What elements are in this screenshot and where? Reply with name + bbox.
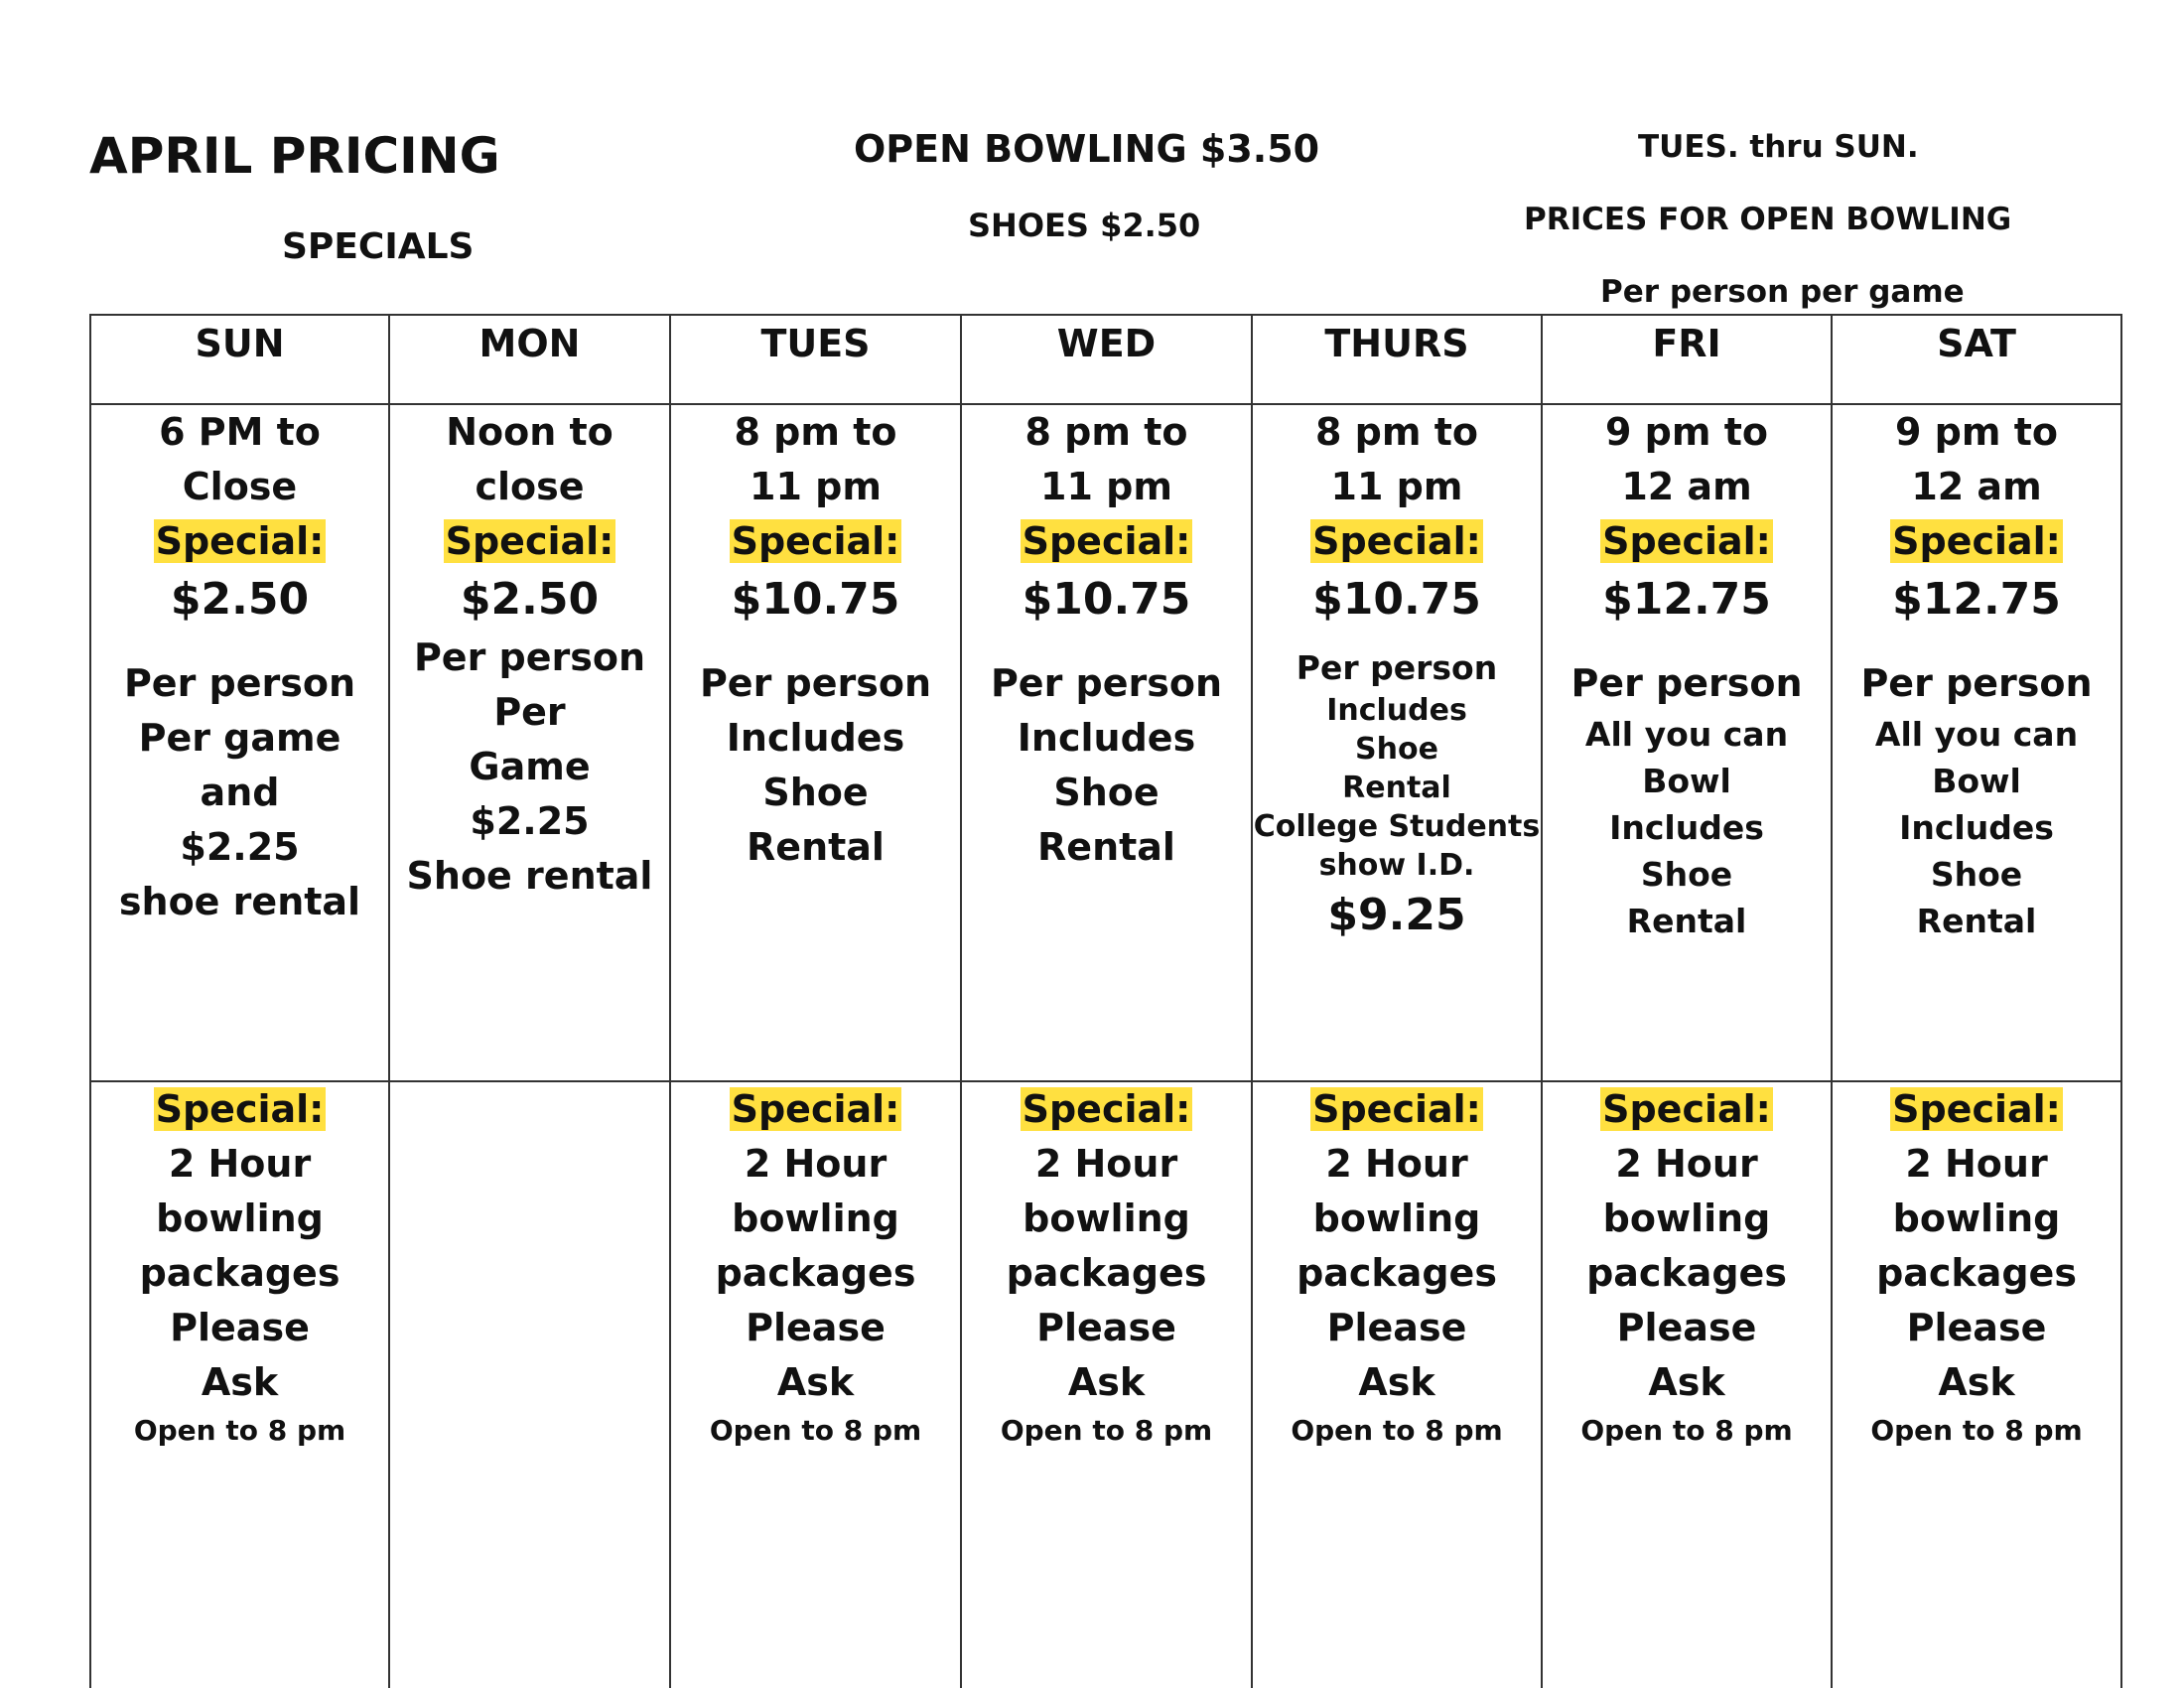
package-line: packages <box>1297 1251 1497 1295</box>
detail-line: Shoe <box>1640 855 1733 894</box>
special-price: $2.50 <box>460 574 600 625</box>
package-line: Please <box>1326 1306 1467 1349</box>
detail-line: Includes <box>1899 808 2054 847</box>
detail-line: Includes <box>1326 693 1467 728</box>
evening-cell-tues <box>670 404 961 1081</box>
evening-special-row <box>90 404 2121 1081</box>
time-start: 8 pm to <box>1024 410 1188 454</box>
specials-heading: SPECIALS <box>282 226 475 267</box>
package-line: Ask <box>201 1360 279 1404</box>
detail-line: Rental <box>1916 902 2037 940</box>
package-cell-sun <box>90 1081 389 1688</box>
detail-line: Game <box>469 745 591 788</box>
detail-line: $2.25 <box>470 799 590 843</box>
detail-line: Per game <box>138 716 341 760</box>
detail-line: Rental <box>1037 825 1175 869</box>
detail-line: Per person <box>1296 648 1498 687</box>
special-price: $12.75 <box>1602 574 1771 625</box>
evening-cell-thurs <box>1252 404 1542 1081</box>
special-label: Special: <box>731 519 900 563</box>
time-start: 9 pm to <box>1605 410 1768 454</box>
special-price: $10.75 <box>1312 574 1481 625</box>
package-line: Please <box>746 1306 886 1349</box>
special-price: $2.50 <box>170 574 310 625</box>
student-price: $9.25 <box>1327 890 1466 940</box>
detail-line: Rental <box>747 825 885 869</box>
detail-line: Bowl <box>1642 762 1731 800</box>
page-title: APRIL PRICING <box>89 127 500 185</box>
time-end: 11 pm <box>750 465 882 508</box>
package-cell-sat <box>1832 1081 2121 1688</box>
time-end: 11 pm <box>1330 465 1463 508</box>
package-hours: Open to 8 pm <box>1291 1414 1503 1447</box>
pricing-table <box>89 314 2122 1688</box>
special-label: Special: <box>1312 519 1481 563</box>
package-line: Ask <box>776 1360 855 1404</box>
detail-line: Includes <box>1017 716 1196 760</box>
evening-cell-fri <box>1542 404 1832 1081</box>
time-start: 6 PM to <box>159 410 321 454</box>
package-line: packages <box>1586 1251 1787 1295</box>
time-end: 12 am <box>1911 465 2042 508</box>
package-cell-tues <box>670 1081 961 1688</box>
package-line: Ask <box>1358 1360 1435 1404</box>
package-special-row <box>90 1081 2121 1688</box>
package-line: Please <box>1036 1306 1176 1349</box>
special-label: Special: <box>1602 519 1771 563</box>
special-price: $10.75 <box>731 574 900 625</box>
package-cell-mon <box>389 1081 670 1688</box>
package-line: packages <box>1876 1251 2077 1295</box>
day-header-sat: SAT <box>1832 315 2121 404</box>
package-hours: Open to 8 pm <box>709 1414 922 1447</box>
detail-line: Shoe <box>762 771 869 814</box>
package-line: Please <box>1616 1306 1757 1349</box>
day-header-row <box>90 315 2121 404</box>
package-hours: Open to 8 pm <box>133 1414 346 1447</box>
detail-line: Bowl <box>1932 762 2021 800</box>
evening-cell-sun <box>90 404 389 1081</box>
special-label: Special: <box>155 519 325 563</box>
package-line: bowling <box>1312 1196 1481 1240</box>
special-price: $12.75 <box>1892 574 2061 625</box>
day-header-tues: TUES <box>670 315 961 404</box>
package-hours: Open to 8 pm <box>1870 1414 2083 1447</box>
detail-line: College Students <box>1253 809 1541 844</box>
detail-line: All you can <box>1584 715 1789 754</box>
time-start: Noon to <box>446 410 614 454</box>
detail-line: Shoe <box>1930 855 2023 894</box>
time-end: 12 am <box>1621 465 1752 508</box>
time-end: close <box>475 465 585 508</box>
detail-line: Per person <box>1570 661 1803 705</box>
time-start: 8 pm to <box>734 410 897 454</box>
detail-line: Shoe rental <box>406 854 653 898</box>
package-cell-thurs <box>1252 1081 1542 1688</box>
package-line: packages <box>1006 1251 1207 1295</box>
package-hours: Open to 8 pm <box>1000 1414 1213 1447</box>
package-line: 2 Hour <box>744 1142 887 1186</box>
detail-line: Per person <box>413 635 646 679</box>
package-line: bowling <box>1892 1196 2061 1240</box>
detail-line: Per person <box>123 661 356 705</box>
detail-line: and <box>200 771 280 814</box>
time-end: 11 pm <box>1040 465 1172 508</box>
detail-line: Includes <box>726 716 905 760</box>
evening-cell-sat <box>1832 404 2121 1081</box>
special-label: Special: <box>1312 1087 1481 1131</box>
package-line: Ask <box>1938 1360 2015 1404</box>
special-label: Special: <box>731 1087 900 1131</box>
package-line: 2 Hour <box>1615 1142 1758 1186</box>
prices-open-bowling: PRICES FOR OPEN BOWLING <box>1524 202 2012 237</box>
day-header-wed: WED <box>961 315 1252 404</box>
special-label: Special: <box>1602 1087 1771 1131</box>
shoes-price: SHOES $2.50 <box>968 207 1201 244</box>
package-line: 2 Hour <box>168 1142 312 1186</box>
time-start: 8 pm to <box>1315 410 1478 454</box>
special-label: Special: <box>1892 519 2061 563</box>
package-line: 2 Hour <box>1325 1142 1468 1186</box>
special-label: Special: <box>155 1087 325 1131</box>
detail-line: All you can <box>1874 715 2079 754</box>
package-line: 2 Hour <box>1034 1142 1178 1186</box>
detail-line: Shoe <box>1355 732 1438 767</box>
package-cell-wed <box>961 1081 1252 1688</box>
package-line: packages <box>139 1251 341 1295</box>
package-line: Ask <box>1648 1360 1725 1404</box>
detail-line: Includes <box>1609 808 1764 847</box>
detail-line: Shoe <box>1053 771 1160 814</box>
special-label: Special: <box>445 519 614 563</box>
detail-line: show I.D. <box>1318 848 1475 883</box>
evening-cell-mon <box>389 404 670 1081</box>
special-label: Special: <box>1022 519 1191 563</box>
detail-line: Per person <box>699 661 932 705</box>
day-header-fri: FRI <box>1542 315 1832 404</box>
open-bowling-price: OPEN BOWLING $3.50 <box>854 127 1320 171</box>
package-line: Ask <box>1067 1360 1146 1404</box>
package-line: packages <box>715 1251 916 1295</box>
package-cell-fri <box>1542 1081 1832 1688</box>
package-line: 2 Hour <box>1905 1142 2048 1186</box>
package-line: Please <box>1906 1306 2047 1349</box>
package-line: bowling <box>156 1196 324 1240</box>
days-range: TUES. thru SUN. <box>1638 129 1919 165</box>
detail-line: Per person <box>1860 661 2093 705</box>
detail-line: Per person <box>990 661 1223 705</box>
day-header-sun: SUN <box>90 315 389 404</box>
detail-line: Rental <box>1626 902 1747 940</box>
package-line: bowling <box>732 1196 899 1240</box>
day-header-mon: MON <box>389 315 670 404</box>
package-line: bowling <box>1023 1196 1190 1240</box>
package-line: Please <box>170 1306 310 1349</box>
special-label: Special: <box>1892 1087 2061 1131</box>
package-hours: Open to 8 pm <box>1580 1414 1793 1447</box>
per-person-per-game: Per person per game <box>1600 274 1965 310</box>
detail-line: $2.25 <box>180 825 300 869</box>
special-price: $10.75 <box>1022 574 1191 625</box>
evening-cell-wed <box>961 404 1252 1081</box>
time-end: Close <box>182 465 298 508</box>
detail-line: Rental <box>1342 771 1451 805</box>
detail-line: Per <box>493 690 566 734</box>
special-label: Special: <box>1022 1087 1191 1131</box>
package-line: bowling <box>1602 1196 1771 1240</box>
day-header-thurs: THURS <box>1252 315 1542 404</box>
time-start: 9 pm to <box>1895 410 2058 454</box>
detail-line: shoe rental <box>118 880 361 923</box>
